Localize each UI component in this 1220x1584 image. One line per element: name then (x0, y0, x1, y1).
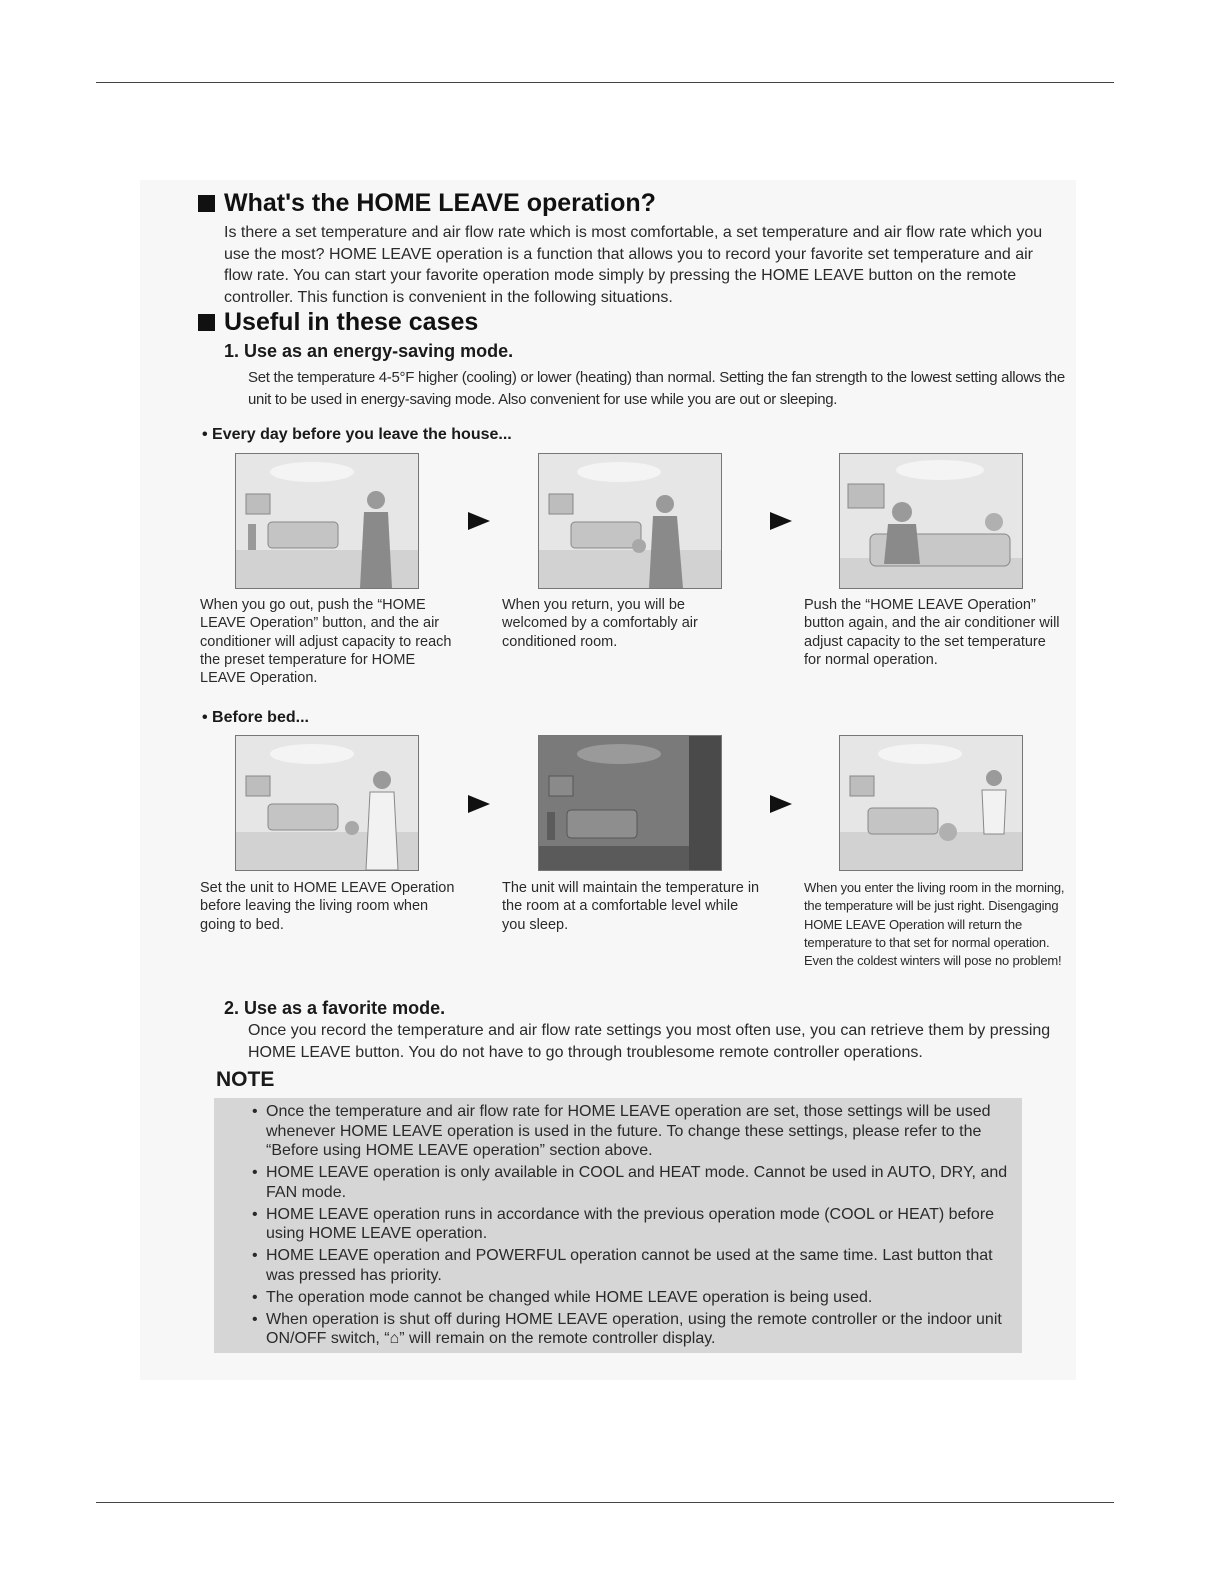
scenario-bed-title: • Before bed... (202, 709, 309, 726)
illustration-relaxing-sofa (839, 453, 1023, 589)
illustration-leaving-house (235, 453, 419, 589)
note-item-text: HOME LEAVE operation is only available in COOL and HEAT mode. Cannot be used in AUTO, DRY, and FAN mode. (266, 1164, 1008, 1201)
section-heading-text: What's the HOME LEAVE operation? (224, 189, 656, 217)
subheading-energy-saving: 1. Use as an energy-saving mode. (224, 341, 514, 361)
caption-normal-operation: Push the “HOME LEAVE Operation” button again, and the air conditioner will adjust capacity to the set temperature for normal operation. (804, 597, 1060, 668)
subheading-favorite-mode: 2. Use as a favorite mode. (224, 998, 446, 1018)
illustration-returning-home (538, 453, 722, 589)
section-heading-text: Useful in these cases (224, 308, 479, 336)
caption-leaving-house: When you go out, push the “HOME LEAVE Operation” button, and the air conditioner will adjust capacity to reach the preset temperature for HOME LEAVE Operation. (200, 597, 452, 687)
intro-paragraph: Is there a set temperature and air flow rate which is most comfortable, a set temperature and air flow rate which you use the most? HOME LEAVE operation is a function that allows you to record your favorite set temperature and air flow rate. You can start your favorite operation mode simply by pressing the HOME LEAVE button on the remote controller. This function is convenient in the following situations. (224, 224, 1043, 306)
note-item-text: HOME LEAVE operation runs in accordance with the previous operation mode (COOL or HEAT) before using HOME LEAVE operation. (266, 1205, 995, 1242)
arrow-right-icon (770, 795, 792, 813)
caption-before-bed: Set the unit to HOME LEAVE Operation before leaving the living room when going to bed. (200, 880, 455, 933)
caption-while-sleeping: The unit will maintain the temperature in the room at a comfortable level while you sleep. (502, 880, 760, 933)
caption-returning-home: When you return, you will be welcomed by a comfortably air conditioned room. (502, 597, 698, 650)
note-item-text: HOME LEAVE operation and POWERFUL operation cannot be used at the same time. Last button that was pressed has priority. (266, 1247, 993, 1284)
note-item-text: The operation mode cannot be changed while HOME LEAVE operation is being used. (266, 1288, 873, 1306)
header-rule (96, 82, 1114, 83)
bullet-icon: • (252, 1103, 258, 1120)
bullet-icon: • (252, 1247, 258, 1264)
note-item-text: Once the temperature and air flow rate for HOME LEAVE operation are set, those settings will be used whenever HOME LEAVE operation is used in the future. To change these settings, please refer to the “Before using HOME LEAVE operation” section above. (266, 1103, 991, 1159)
note-item (252, 1102, 1012, 1161)
caption-morning: When you enter the living room in the morning, the temperature will be just right. Disengaging HOME LEAVE Operation will return the temperature to that set for normal operation. Even the coldest winters will pose no problem! (804, 880, 1065, 969)
energy-saving-paragraph: Set the temperature 4-5°F higher (cooling) or lower (heating) than normal. Setting the fan strength to the lowest setting allows the unit to be used in energy-saving mode. Also convenient for use while you are out or sleeping. (248, 369, 1065, 408)
note-item (252, 1288, 1012, 1308)
illustration-morning-room (839, 735, 1023, 871)
square-bullet-icon (198, 195, 215, 212)
favorite-mode-paragraph: Once you record the temperature and air flow rate settings you most often use, you can retrieve them by pressing HOME LEAVE button. You do not have to go through troublesome remote controller operations. (248, 1022, 1051, 1061)
bullet-icon: • (252, 1164, 258, 1181)
note-item (252, 1246, 1012, 1285)
note-list (252, 1102, 1012, 1351)
note-item (252, 1205, 1012, 1244)
section-heading-useful (198, 308, 478, 337)
bullet-icon: • (252, 1310, 258, 1328)
bullet-icon: • (252, 1205, 258, 1223)
section-heading-home-leave (198, 189, 656, 218)
arrow-right-icon (468, 512, 490, 530)
note-item (252, 1310, 1012, 1349)
arrow-right-icon (468, 795, 490, 813)
square-bullet-icon (198, 314, 215, 331)
note-item-text: When operation is shut off during HOME LEAVE operation, using the remote controller or the indoor unit ON/OFF switch, “⌂” will remain on the remote controller display. (266, 1310, 1002, 1347)
bullet-icon: • (252, 1288, 258, 1306)
note-item (252, 1163, 1012, 1202)
illustration-dark-room (538, 735, 722, 871)
footer-rule (96, 1502, 1114, 1503)
arrow-right-icon (770, 512, 792, 530)
scenario-day-title: • Every day before you leave the house... (202, 426, 512, 443)
illustration-before-bed (235, 735, 419, 871)
note-title: NOTE (216, 1068, 275, 1091)
